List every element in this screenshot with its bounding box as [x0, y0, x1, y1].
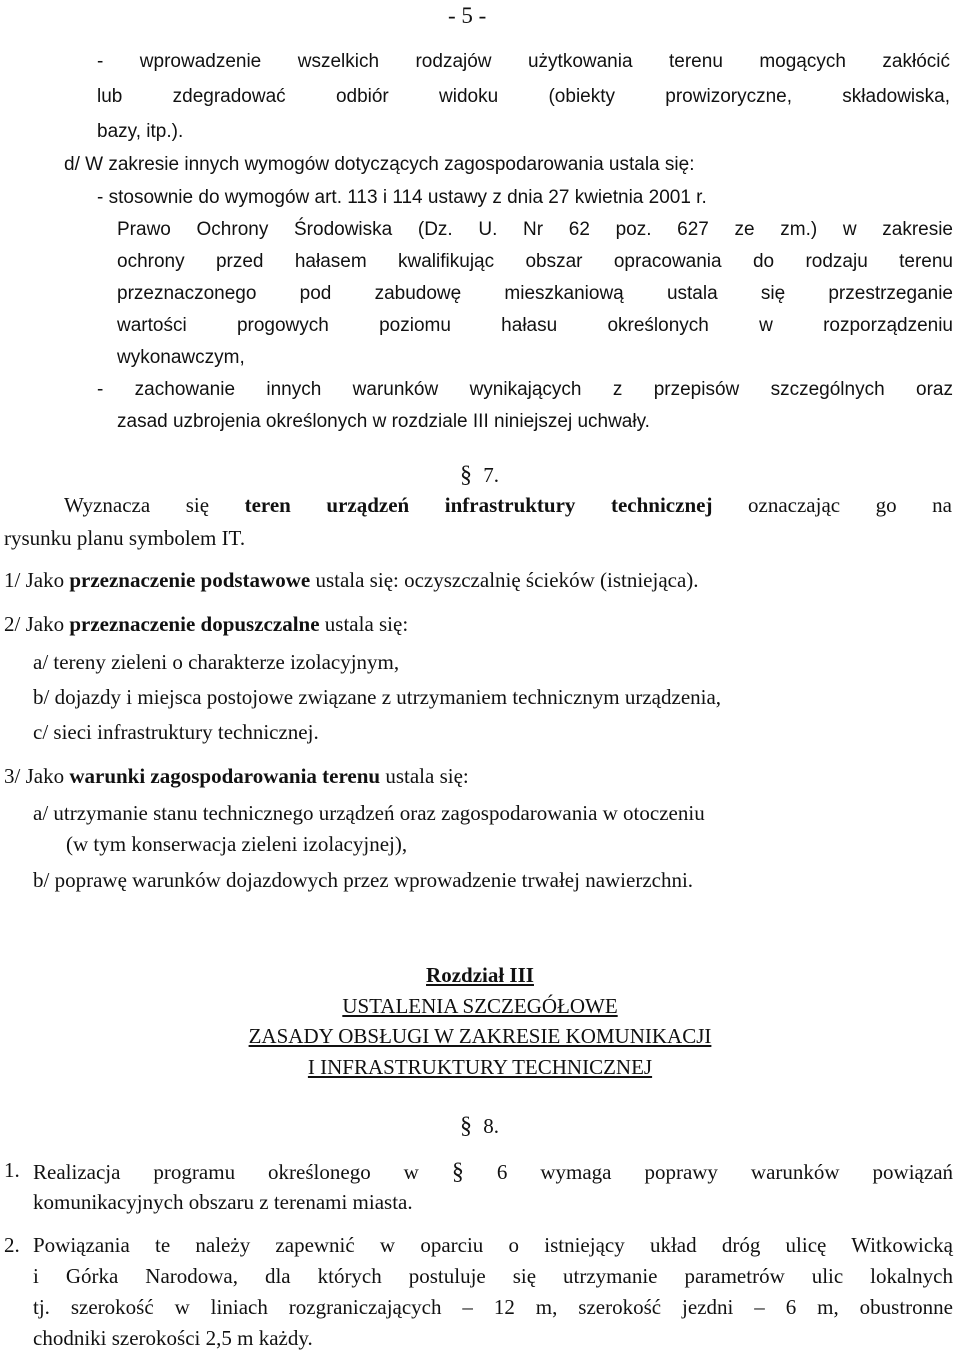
text-line: komunikacyjnych obszaru z terenami miasta. — [33, 1190, 413, 1214]
text-line: Powiązania te należy zapewnić w oparciu o istniejący układ dróg ulicę Witkowicką — [33, 1233, 953, 1257]
text-line: wykonawczym, — [117, 347, 245, 368]
text-line: bazy, itp.). — [97, 121, 184, 142]
section-number: 8. — [483, 1114, 499, 1138]
section-sign: § — [460, 1113, 472, 1139]
text-line: - stosownie do wymogów art. 113 i 114 ustawy z dnia 27 kwietnia 2001 r. — [97, 187, 707, 208]
section-number: 7. — [483, 463, 499, 487]
item-number: 2. — [4, 1233, 20, 1257]
paragraph-3: 3/ Jako warunki zagospodarowania terenu ustala się: — [4, 764, 469, 788]
section-7-heading — [460, 462, 499, 489]
section-sign: § — [460, 462, 472, 488]
paragraph-2: 2/ Jako przeznaczenie dopuszczalne ustala się: — [4, 612, 409, 636]
chapter-heading-line: I INFRASTRUKTURY TECHNICZNEJ — [307, 1055, 653, 1079]
text-line: chodniki szerokości 2,5 m każdy. — [33, 1326, 313, 1350]
text-line: rysunku planu symbolem IT. — [4, 526, 246, 550]
bold-term: teren urządzeń infrastruktury technicznej — [244, 493, 713, 517]
text-line: - wprowadzenie wszelkich rodzajów użytkowania terenu mogących zakłócić — [97, 51, 950, 72]
text-line: wartości progowych poziomu hałasu określonych w rozporządzeniu — [117, 315, 953, 336]
item-number: 1. — [4, 1158, 20, 1182]
bold-term: przeznaczenie dopuszczalne — [69, 612, 320, 636]
list-item: (w tym konserwacja zieleni izolacyjnej), — [66, 832, 408, 856]
text-line: lub zdegradować odbiór widoku (obiekty prowizoryczne, składowiska, — [97, 86, 950, 107]
paragraph-1: 1/ Jako przeznaczenie podstawowe ustala się: oczyszczalnię ścieków (istniejąca). — [4, 568, 699, 592]
text-line: tj. szerokość w liniach rozgraniczających – 12 m, szerokość jezdni – 6 m, obustronne — [33, 1295, 953, 1319]
bold-term: warunki zagospodarowania terenu — [69, 764, 381, 788]
text-line: - zachowanie innych warunków wynikających z przepisów szczególnych oraz — [97, 379, 953, 400]
chapter-heading-line: ZASADY OBSŁUGI W ZAKRESIE KOMUNIKACJI — [248, 1024, 712, 1048]
text-line: d/ W zakresie innych wymogów dotyczących zagospodarowania ustala się: — [64, 154, 695, 175]
text-line: przeznaczonego pod zabudowę mieszkaniową ustala się przestrzeganie — [117, 283, 953, 304]
section-8-heading — [460, 1113, 499, 1140]
list-item: b/ dojazdy i miejsca postojowe związane z utrzymaniem technicznym urządzenia, — [33, 685, 722, 709]
list-item: c/ sieci infrastruktury technicznej. — [33, 720, 319, 744]
text-line: i Górka Narodowa, dla których postuluje się utrzymanie parametrów ulic lokalnych — [33, 1264, 953, 1288]
text-line: zasad uzbrojenia określonych w rozdziale III niniejszej uchwały. — [117, 411, 650, 432]
page-number: - 5 - — [448, 3, 487, 28]
section-8-item-1: Realizacja programu określonego w § 6 wymaga poprawy warunków powiązań — [33, 1159, 954, 1185]
section-sign: § — [451, 1159, 464, 1185]
section-7-intro: Wyznacza się teren urządzeń infrastruktury technicznej oznaczając go na — [64, 493, 952, 517]
bold-term: przeznaczenie podstawowe — [69, 568, 311, 592]
chapter-subtitle: USTALENIA SZCZEGÓŁOWE — [342, 994, 618, 1018]
list-item: b/ poprawę warunków dojazdowych przez wprowadzenie trwałej nawierzchni. — [33, 868, 694, 892]
list-item: a/ utrzymanie stanu technicznego urządzeń oraz zagospodarowania w otoczeniu — [33, 801, 705, 825]
chapter-title: Rozdział III — [426, 963, 534, 987]
text-line: ochrony przed hałasem kwalifikując obszar opracowania do rodzaju terenu — [117, 251, 953, 272]
list-item: a/ tereny zieleni o charakterze izolacyjnym, — [33, 650, 400, 674]
text-line: Prawo Ochrony Środowiska (Dz. U. Nr 62 poz. 627 ze zm.) w zakresie — [117, 219, 953, 240]
